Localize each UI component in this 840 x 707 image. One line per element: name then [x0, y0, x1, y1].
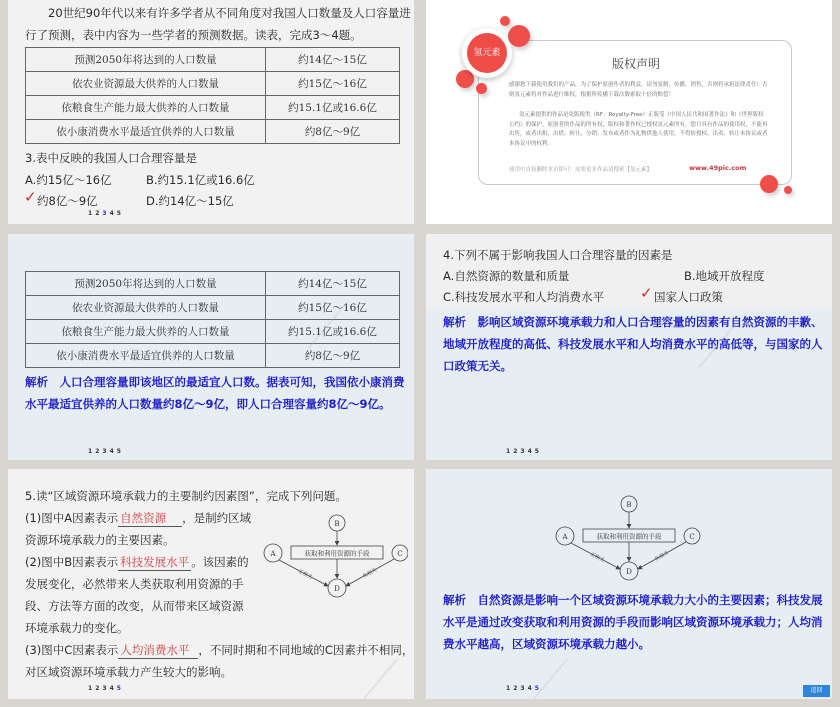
- table-row: 依农业资源最大供养的人口数量 约15亿～16亿: [26, 72, 400, 96]
- decor-dot-icon: [760, 175, 778, 193]
- table-row: 预测2050年将达到的人口数量 约14亿～15亿: [26, 48, 400, 72]
- population-table: [25, 271, 400, 368]
- page-5[interactable]: 5: [116, 685, 124, 692]
- page-nav[interactable]: [88, 448, 124, 455]
- page-1[interactable]: 1: [506, 448, 514, 455]
- part-1-line2: 资源环境承载力的主要因素。: [25, 533, 175, 547]
- copyright-title: 版权声明: [611, 57, 660, 71]
- copyright-card: [478, 40, 792, 185]
- part-3-line2: 对区域资源环境承载力产生较大的影响。: [25, 665, 232, 679]
- page-1[interactable]: 1: [88, 448, 96, 455]
- option-a[interactable]: A.约15亿～16亿: [25, 173, 112, 187]
- analysis-line1: 解析 影响区域资源环境承载力和人口合理容量的因素有自然资源的丰歉、: [443, 315, 823, 329]
- intro-text-line2: 行了预测，表中内容为一些学者的预测数据。读表，完成3～4题。: [25, 28, 362, 42]
- svg-text:获取和利用资源的手段: 获取和利用资源的手段: [304, 549, 370, 558]
- slide-analysis-3[interactable]: [8, 234, 414, 460]
- page-4[interactable]: 4: [527, 685, 535, 692]
- analysis-line3: 口政策无关。: [443, 359, 512, 373]
- decor-dot-icon: [500, 16, 510, 26]
- analysis-line1: 解析 自然资源是影响一个区域资源环境承载力大小的主要因素；科技发展: [443, 593, 823, 607]
- svg-text:负相关: 负相关: [654, 550, 671, 563]
- svg-text:负相关: 负相关: [362, 567, 379, 580]
- page-2[interactable]: 2: [513, 685, 521, 692]
- population-table: [25, 47, 400, 144]
- slide-question-5[interactable]: [8, 469, 414, 699]
- back-button[interactable]: 返回: [803, 685, 830, 697]
- svg-text:获取和利用资源的手段: 获取和利用资源的手段: [596, 532, 662, 541]
- slide-question-3[interactable]: [8, 0, 414, 224]
- part-2-line4: 环境承载力的变化。: [25, 621, 129, 635]
- page-2[interactable]: 2: [95, 685, 103, 692]
- page-3[interactable]: 3: [102, 448, 110, 455]
- slide-question-4[interactable]: [426, 234, 832, 460]
- page-3[interactable]: 3: [520, 448, 528, 455]
- question-5: 5.读“区域资源环境承载力的主要制约因素图”，完成下列问题。: [25, 489, 347, 503]
- copyright-footer: 使用中直接删除本页即可！需要更多作品请搜索【氢元素】: [509, 167, 653, 173]
- watermark-icon: [358, 658, 398, 699]
- slide-copyright[interactable]: [426, 0, 832, 224]
- website-link[interactable]: www.49pic.com: [689, 164, 747, 172]
- svg-text:正相关: 正相关: [297, 568, 314, 581]
- page-3[interactable]: 3: [102, 685, 110, 692]
- page-4[interactable]: 4: [109, 210, 117, 217]
- page-4[interactable]: 4: [109, 685, 117, 692]
- intro-text-line1: 20世纪90年代以来有许多学者从不同角度对我国人口数量及人口容量进: [48, 6, 411, 20]
- brand-logo: [462, 28, 512, 78]
- option-c[interactable]: 约8亿～9亿: [37, 194, 98, 208]
- option-d[interactable]: D.约14亿～15亿: [146, 194, 234, 208]
- svg-text:D: D: [626, 568, 632, 576]
- watermark-icon: [528, 658, 568, 699]
- table-row: 依农业资源最大供养的人口数量 约15亿～16亿: [26, 296, 400, 320]
- table-row: 依小康消费水平最适宜供养的人口数量 约8亿～9亿: [26, 344, 400, 368]
- page-1[interactable]: 1: [506, 685, 514, 692]
- page-3[interactable]: 3: [520, 685, 528, 692]
- svg-text:A: A: [270, 550, 276, 558]
- answer-blank-1[interactable]: 自然资源: [118, 510, 182, 527]
- analysis-line1: 解析 人口合理容量即该地区的最适宜人口数。据表可知，我国依小康消费: [25, 375, 405, 389]
- table-row: 依粮食生产能力最大供养的人口数量 约15.1亿或16.6亿: [26, 320, 400, 344]
- checkmark-icon: ✓: [24, 188, 37, 206]
- page-5[interactable]: 5: [116, 210, 124, 217]
- table-row: 预测2050年将达到的人口数量 约14亿～15亿: [26, 272, 400, 296]
- question-4: 4.下列不属于影响我国人口合理容量的因素是: [443, 248, 673, 262]
- svg-text:C: C: [397, 550, 403, 558]
- part-2-line2: 发展变化，必然带来人类获取利用资源的手: [25, 577, 244, 591]
- answer-blank-2[interactable]: 科技发展水平: [120, 555, 190, 569]
- factor-diagram: [256, 514, 408, 609]
- page-1[interactable]: 1: [88, 210, 96, 217]
- checkmark-icon: ✓: [640, 284, 653, 302]
- question-3: 3.表中反映的我国人口合理容量是: [25, 151, 197, 165]
- svg-text:C: C: [689, 533, 695, 541]
- page-nav[interactable]: [506, 448, 542, 455]
- table-row: 依粮食生产能力最大供养的人口数量 约15.1亿或16.6亿: [26, 96, 400, 120]
- decor-dot-icon: [476, 83, 487, 94]
- option-a[interactable]: A.自然资源的数量和质量: [443, 269, 570, 283]
- page-2[interactable]: 2: [95, 448, 103, 455]
- part-2-line1: (2)图中B因素表示 科技发展水平 。该因素的: [25, 555, 249, 569]
- option-b[interactable]: B.约15.1亿或16.6亿: [146, 173, 255, 187]
- analysis-line2: 水平最适宜供养的人口数量约8亿～9亿，即人口合理容量约8亿～9亿。: [25, 397, 391, 411]
- analysis-line2: 水平是通过改变获取和利用资源的手段而影响区域资源环境承载力；人均消: [443, 615, 823, 629]
- page-5[interactable]: 5: [534, 448, 542, 455]
- page-5[interactable]: 5: [534, 685, 542, 692]
- decor-dot-icon: [508, 25, 530, 47]
- page-nav[interactable]: [88, 210, 124, 217]
- svg-text:正相关: 正相关: [589, 551, 606, 564]
- analysis-line3: 费水平越高，区域资源环境承载力越小。: [443, 637, 650, 651]
- svg-text:A: A: [562, 533, 568, 541]
- svg-text:B: B: [334, 520, 340, 528]
- logo-text: 氢元素: [467, 33, 507, 73]
- copyright-paragraph-2: 氢元素提供的作品是免版税类（RF：Royalty-Free）正版受《中国人民共和国著作法》和《世界版权公约》的保护，原创者的作品的所有权、版权和著作权已授权氢元素所有，您只具有作品的使用权，不能再出售，或者出租、出借、转让、分销、发布或者作为礼物供他人使用，不得转授权、出卖、转让本协议或者本协议中的权利。: [509, 112, 768, 147]
- part-2-line3: 段、方法等方面的改变，从而带来区域资源: [25, 599, 244, 613]
- option-c[interactable]: C.科技发展水平和人均消费水平: [443, 290, 605, 304]
- page-2[interactable]: 2: [513, 448, 521, 455]
- svg-text:D: D: [334, 585, 340, 593]
- page-nav[interactable]: [88, 685, 124, 692]
- part-1-line1: (1)图中A因素表示 自然资源 ，是制约区域: [25, 511, 252, 525]
- decor-dot-icon: [784, 186, 792, 194]
- part-3-line1: (3)图中C因素表示 人均消费水平 ，不同时期和不同地域的C因素并不相同，: [25, 643, 414, 657]
- factor-diagram: [552, 495, 704, 590]
- page-2[interactable]: 2: [95, 210, 103, 217]
- page-5[interactable]: 5: [116, 448, 124, 455]
- table-row: 依小康消费水平最适宜供养的人口数量 约8亿～9亿: [26, 120, 400, 144]
- svg-text:B: B: [626, 501, 632, 509]
- page-3[interactable]: 3: [102, 210, 110, 217]
- page-nav[interactable]: [506, 685, 542, 692]
- option-d[interactable]: 国家人口政策: [654, 290, 723, 304]
- slide-analysis-5[interactable]: [426, 469, 832, 699]
- page-4[interactable]: 4: [527, 448, 535, 455]
- page-1[interactable]: 1: [88, 685, 96, 692]
- answer-blank-3[interactable]: 人均消费水平: [118, 642, 198, 659]
- page-4[interactable]: 4: [109, 448, 117, 455]
- analysis-line2: 地域开放程度的高低、科技发展水平和人均消费水平的高低等，与国家的人: [443, 337, 823, 351]
- copyright-paragraph-1: 感谢您下载使用我们的产品，为了保护原创作者的利益，请勿复制、传播、销售，否则将承担法律责任！否则氢元素将对作品进行维权，根据所传播下载次数索取十倍的赔偿！: [509, 82, 768, 98]
- option-b[interactable]: B.地域开放程度: [684, 269, 765, 283]
